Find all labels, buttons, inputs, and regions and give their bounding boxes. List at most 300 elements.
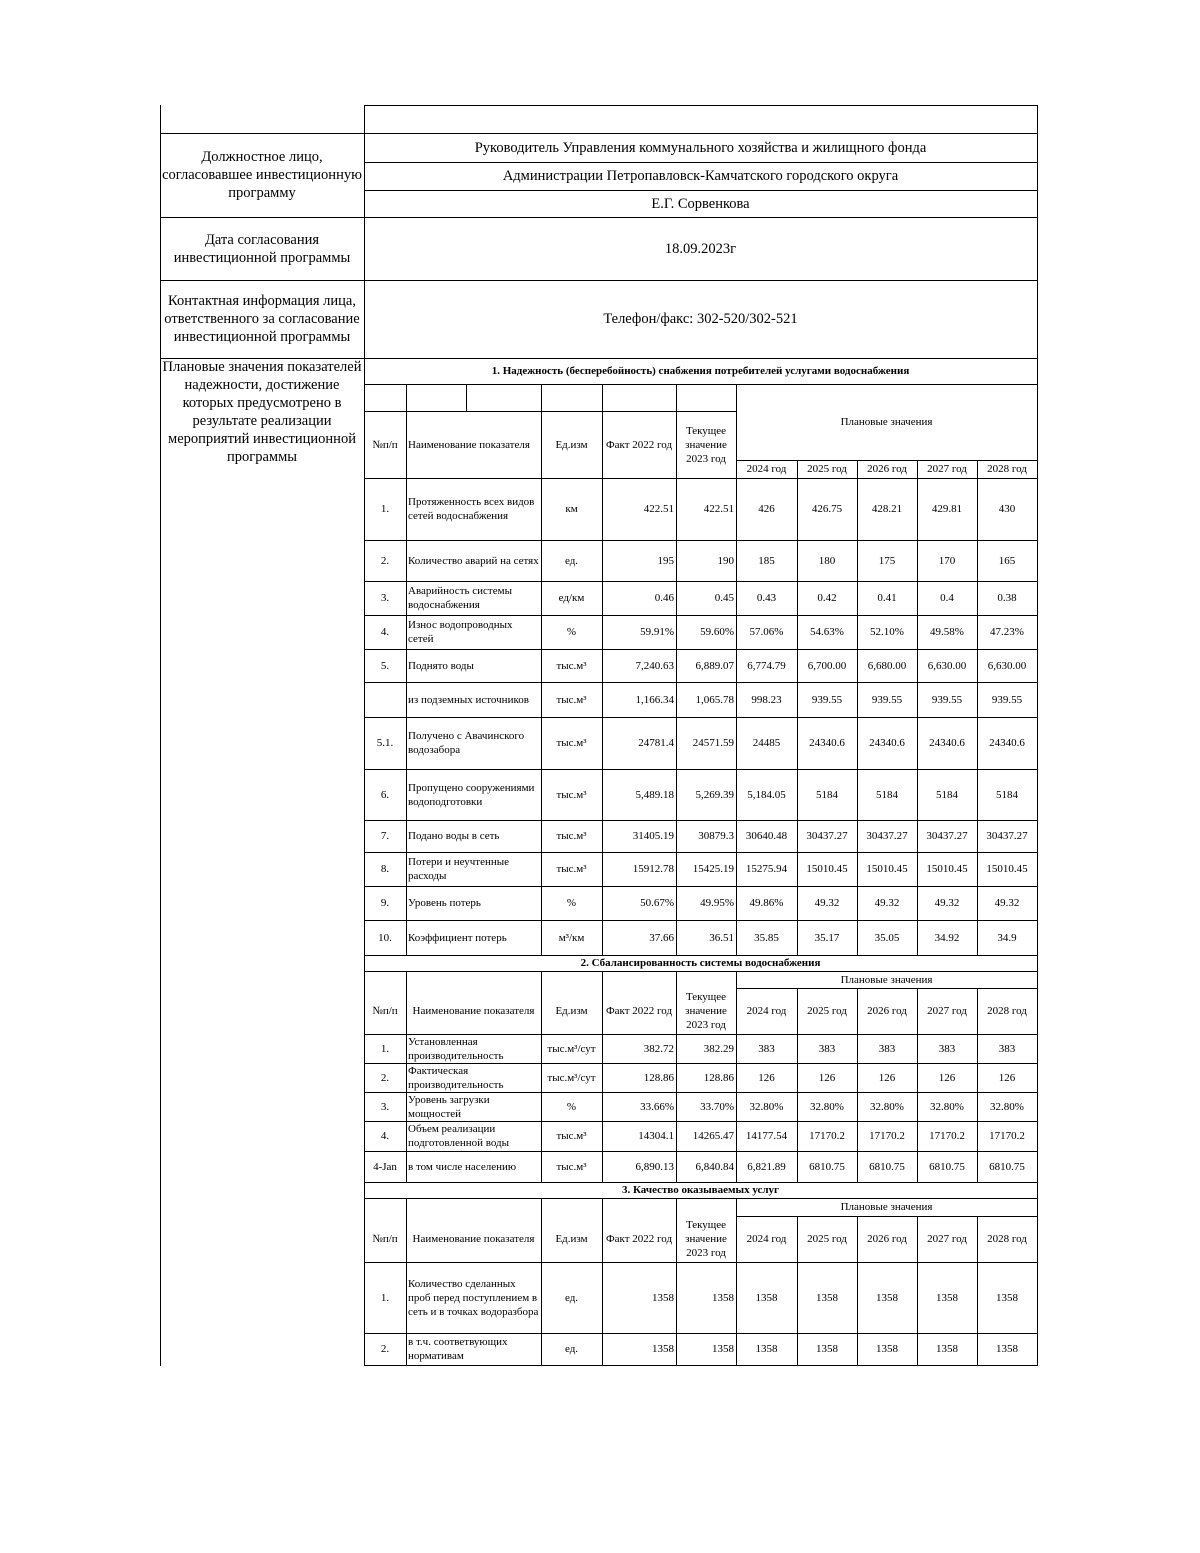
section2-row-0-col-7	[857, 1034, 917, 1063]
section1-row-7-col-8-text: 5184	[936, 788, 958, 801]
section2-row-3-col-1-text: Объем реализации подготовленной воды	[408, 1123, 510, 1149]
section1-row-10-col-6	[797, 886, 857, 920]
table-border-line	[1037, 105, 1038, 359]
section1-row-4-col-9-text: 6,630.00	[987, 659, 1027, 672]
section3-row-1-col-3	[602, 1333, 676, 1365]
section2-row-4-col-0-text: 4-Jan	[373, 1160, 397, 1173]
section1-row-5-col-3-text: 1,166.34	[635, 693, 674, 706]
header-fact-text: Факт 2022 год	[605, 1233, 673, 1245]
header-unit-text: Ед.изм	[555, 1005, 588, 1017]
section3-row-1-col-0	[364, 1333, 406, 1365]
header-fact-text: Факт 2022 год	[605, 1005, 673, 1017]
section1-row-9-col-8-text: 15010.45	[926, 863, 968, 875]
official-line-2	[364, 162, 1037, 190]
table-border-line	[1037, 955, 1038, 972]
section1-row-3-col-7-text: 52.10%	[870, 626, 904, 638]
planned-label-text: Плановые значения показателей надежности, достижение которых предусмотрено в результате реализации мероприятий инвестиционной программы	[162, 359, 362, 465]
section1-row-6-col-7-text: 24340.6	[869, 737, 905, 749]
header-num	[364, 988, 406, 1034]
header-year-2024-text: 2024 год	[746, 1233, 787, 1245]
table-border-line	[1037, 384, 1038, 956]
section1-row-0-col-5-text: 426	[758, 503, 775, 515]
section1-row-6-col-1	[406, 717, 541, 769]
section2-row-4-col-5-text: 6,821.89	[747, 1160, 786, 1173]
header-num	[364, 1216, 406, 1262]
section2-row-1-col-6-text: 126	[818, 1071, 836, 1084]
section1-row-11-col-5	[736, 920, 797, 955]
header-name-text: Наименование показателя	[408, 438, 530, 451]
header-current-text: Текущее значение 2023 год	[685, 424, 727, 465]
section1-row-11-col-6	[797, 920, 857, 955]
section2-row-4-col-6-text: 6810.75	[809, 1160, 845, 1173]
header-year-2026	[857, 1216, 917, 1262]
section1-row-9-col-1	[406, 852, 541, 886]
section1-row-6-col-9-text: 24340.6	[989, 737, 1025, 749]
section2-row-4-col-7	[857, 1151, 917, 1182]
header-year-2027-text: 2027 год	[927, 463, 967, 475]
section1-row-4-col-4-text: 6,889.07	[695, 659, 734, 672]
section1-row-1-col-8	[917, 540, 977, 581]
section1-row-8-col-6-text: 30437.27	[806, 830, 848, 842]
section2-row-1-col-9-text: 126	[998, 1071, 1016, 1084]
header-name	[406, 988, 541, 1034]
table-border-line	[1037, 1198, 1038, 1366]
section1-row-7-col-8	[917, 769, 977, 820]
section1-row-6-col-4-text: 24571.59	[692, 737, 734, 749]
section1-row-4-col-7	[857, 649, 917, 682]
section1-row-7-col-3-text: 5,489.18	[635, 788, 674, 801]
section1-row-1-col-7-text: 175	[878, 554, 896, 567]
section1-row-10-col-8	[917, 886, 977, 920]
section1-row-4-col-2	[541, 649, 602, 682]
section1-row-8-col-3-text: 31405.19	[632, 830, 674, 842]
header-year-2027-text: 2027 год	[927, 1005, 967, 1017]
section2-row-1-col-2	[541, 1063, 602, 1092]
section1-row-3-col-9	[977, 615, 1037, 649]
header-name	[406, 411, 541, 478]
section1-row-1-col-1-text: Количество аварий на сетях	[408, 554, 539, 567]
section1-row-11-col-1-text: Коэффициент потерь	[408, 931, 507, 944]
section1-row-3-col-4	[676, 615, 736, 649]
section1-row-2-col-3	[602, 581, 676, 615]
header-fact-text: Факт 2022 год	[605, 438, 673, 451]
header-planned	[736, 1198, 1037, 1216]
header-year-2025-text: 2025 год	[807, 463, 847, 475]
section1-row-7-col-7	[857, 769, 917, 820]
section3-row-1-col-4	[676, 1333, 736, 1365]
section1-row-11-col-3-text: 37.66	[649, 931, 674, 944]
section1-row-0-col-9	[977, 478, 1037, 540]
section1-row-10-col-1-text: Уровень потерь	[408, 897, 481, 909]
section1-row-1-col-5-text: 185	[758, 554, 775, 567]
section1-row-10-col-5	[736, 886, 797, 920]
section1-row-11-col-4	[676, 920, 736, 955]
header-year-2028-text: 2028 год	[987, 1233, 1027, 1245]
section2-row-3-col-9	[977, 1121, 1037, 1151]
section1-row-5-col-4-text: 1,065.78	[695, 693, 734, 706]
section1-row-7-col-2	[541, 769, 602, 820]
section3-title-text: 3. Качество оказываемых услуг	[621, 1184, 780, 1196]
section2-row-2-col-3-text: 33.66%	[640, 1100, 674, 1113]
section2-row-2-col-4	[676, 1092, 736, 1121]
section1-row-6-col-2	[541, 717, 602, 769]
header-planned-text: Плановые значения	[840, 973, 933, 986]
section1-row-1-col-5	[736, 540, 797, 581]
section3-row-1-col-9	[977, 1333, 1037, 1365]
contact-value	[364, 280, 1037, 358]
section2-row-2-col-4-text: 33.70%	[700, 1100, 734, 1113]
approval-date-text: 18.09.2023г	[664, 240, 737, 257]
section2-row-2-col-6-text: 32.80%	[810, 1100, 844, 1113]
section1-row-0-col-9-text: 430	[998, 503, 1016, 515]
contact-value-text: Телефон/факс: 302-520/302-521	[603, 311, 798, 327]
section1-row-7-col-5	[736, 769, 797, 820]
table-border-line	[364, 1365, 1038, 1366]
header-name-text: Наименование показателя	[412, 1005, 535, 1017]
section1-row-5-col-0	[364, 682, 406, 717]
section3-row-0-col-7	[857, 1262, 917, 1333]
section1-row-6-col-3-text: 24781.4	[638, 737, 674, 749]
section1-row-8-col-4	[676, 820, 736, 852]
header-current-text: Текущее значение 2023 год	[685, 1219, 727, 1259]
section1-row-11-col-0	[364, 920, 406, 955]
section2-row-4-col-1	[406, 1151, 541, 1182]
section3-row-1-col-4-text: 1358	[712, 1343, 734, 1355]
section1-row-7-col-1-text: Пропущено сооружениями водоподготовки	[408, 781, 535, 808]
section1-row-3-col-4-text: 59.60%	[700, 626, 734, 638]
section2-row-0-col-4-text: 382.29	[703, 1042, 734, 1055]
section1-row-6-col-6	[797, 717, 857, 769]
planned-label	[160, 358, 364, 480]
section1-row-0-col-2-text: км	[565, 503, 578, 515]
header-year-2027	[917, 1216, 977, 1262]
section1-row-11-col-3	[602, 920, 676, 955]
section1-row-3-col-8	[917, 615, 977, 649]
header-num-text: №п/п	[372, 438, 398, 451]
section1-row-8-col-2-text: тыс.м³	[556, 830, 587, 842]
section1-row-11-col-2	[541, 920, 602, 955]
section1-row-8-col-2	[541, 820, 602, 852]
header-planned	[736, 971, 1037, 988]
section1-row-11-col-4-text: 36.51	[709, 931, 734, 944]
header-unit	[541, 1216, 602, 1262]
section1-row-11-col-8-text: 34.92	[934, 931, 960, 944]
date-label-text: Дата согласования инвестиционной программы	[173, 232, 351, 266]
section2-row-2-col-1	[406, 1092, 541, 1121]
date-label	[160, 220, 364, 278]
header-fact	[602, 411, 676, 478]
section1-row-10-col-2	[541, 886, 602, 920]
section1-row-10-col-7-text: 49.32	[874, 897, 900, 909]
header-planned-text: Плановые значения	[840, 416, 933, 428]
section1-row-8-col-0-text: 7.	[380, 830, 390, 842]
header-name	[406, 1216, 541, 1262]
section1-row-7-col-5-text: 5,184.05	[747, 788, 786, 801]
section2-row-4-col-4-text: 6,840.84	[695, 1160, 734, 1173]
section1-row-7-col-6	[797, 769, 857, 820]
section2-row-4-col-9	[977, 1151, 1037, 1182]
section2-row-0-col-8-text: 383	[938, 1042, 956, 1055]
section1-row-10-col-7	[857, 886, 917, 920]
section1-row-4-col-1	[406, 649, 541, 682]
section1-row-0-col-0	[364, 478, 406, 540]
section2-row-0-col-9-text: 383	[998, 1042, 1016, 1055]
section3-row-0-col-4	[676, 1262, 736, 1333]
table-border-line	[1037, 358, 1038, 385]
section1-row-7-col-9	[977, 769, 1037, 820]
section1-row-7-col-3	[602, 769, 676, 820]
section3-row-1-col-1-text: в т.ч. соответвующих нормативам	[408, 1336, 508, 1362]
header-unit	[541, 411, 602, 478]
section1-row-9-col-3-text: 15912.78	[632, 863, 674, 875]
section1-row-5-col-8-text: 939.55	[931, 693, 963, 706]
section3-row-0-col-9-text: 1358	[996, 1291, 1018, 1304]
section1-row-3-col-2	[541, 615, 602, 649]
section2-row-1-col-4-text: 128.86	[703, 1071, 734, 1084]
section3-title	[364, 1182, 1037, 1198]
section1-row-7-col-7-text: 5184	[876, 788, 898, 801]
header-current	[676, 988, 736, 1034]
section1-row-7-col-0-text: 6.	[380, 788, 390, 801]
section2-row-3-col-5-text: 14177.54	[745, 1130, 788, 1142]
section1-row-8-col-7	[857, 820, 917, 852]
section1-row-4-col-8-text: 6,630.00	[927, 659, 967, 672]
section1-row-10-col-2-text: %	[566, 897, 577, 909]
section2-title	[364, 955, 1037, 971]
section1-row-9-col-8	[917, 852, 977, 886]
header-year-2026-text: 2026 год	[867, 1233, 907, 1245]
section1-row-3-col-3	[602, 615, 676, 649]
section2-title-text: 2. Сбалансированность системы водоснабжения	[580, 957, 821, 969]
section2-row-2-col-5-text: 32.80%	[749, 1100, 784, 1113]
section1-row-1-col-3	[602, 540, 676, 581]
section1-row-10-col-6-text: 49.32	[814, 897, 840, 909]
section1-row-10-col-0	[364, 886, 406, 920]
section1-row-3-col-6-text: 54.63%	[810, 626, 844, 638]
section3-row-0-col-8-text: 1358	[936, 1291, 958, 1304]
official-line-1	[364, 133, 1037, 162]
section1-row-3-col-0-text: 4.	[380, 626, 390, 638]
section1-row-1-col-0	[364, 540, 406, 581]
section1-row-8-col-1-text: Подано воды в сеть	[408, 830, 500, 842]
section2-row-4-col-3-text: 6,890.13	[635, 1160, 674, 1173]
section2-row-0-col-1-text: Установленная производительность	[408, 1035, 504, 1062]
section3-row-0-col-0-text: 1.	[380, 1291, 390, 1304]
section1-row-9-col-6-text: 15010.45	[806, 863, 848, 875]
section1-row-2-col-5-text: 0.43	[756, 592, 777, 604]
header-num-text: №п/п	[372, 1233, 398, 1245]
section1-row-3-col-5-text: 57.06%	[749, 626, 784, 638]
section3-row-0-col-2	[541, 1262, 602, 1333]
section2-row-4-col-8	[917, 1151, 977, 1182]
section1-row-5-col-7	[857, 682, 917, 717]
section1-row-11-col-6-text: 35.17	[814, 931, 840, 944]
section1-row-5-col-6-text: 939.55	[811, 693, 843, 706]
section1-row-11-col-0-text: 10.	[378, 931, 392, 944]
section1-row-9-col-3	[602, 852, 676, 886]
section1-row-4-col-2-text: тыс.м³	[556, 659, 587, 672]
header-year-2025	[797, 988, 857, 1034]
section2-row-3-col-2	[541, 1121, 602, 1151]
section1-row-1-col-6-text: 180	[818, 554, 836, 567]
section1-title	[364, 358, 1037, 384]
header-year-2025	[797, 460, 857, 478]
section1-row-8-col-9	[977, 820, 1037, 852]
section3-row-0-col-8	[917, 1262, 977, 1333]
section2-row-1-col-1-text: Фактическая производительность	[408, 1064, 504, 1091]
section1-row-6-col-0-text: 5.1.	[376, 737, 394, 749]
section2-row-1-col-5-text: 126	[758, 1071, 775, 1084]
section3-row-1-col-6	[797, 1333, 857, 1365]
section2-row-1-col-0-text: 2.	[380, 1071, 390, 1084]
section2-row-2-col-8	[917, 1092, 977, 1121]
section1-row-0-col-3-text: 422.51	[643, 503, 674, 515]
section1-row-3-col-7	[857, 615, 917, 649]
section2-row-3-col-0	[364, 1121, 406, 1151]
section1-row-1-col-2-text: ед.	[564, 554, 579, 567]
section1-row-0-col-0-text: 1.	[380, 503, 390, 515]
section1-row-4-col-8	[917, 649, 977, 682]
section1-row-1-col-3-text: 195	[657, 554, 674, 567]
section2-row-4-col-7-text: 6810.75	[869, 1160, 905, 1173]
section1-row-6-col-5-text: 24485	[752, 737, 781, 749]
section2-row-1-col-1	[406, 1063, 541, 1092]
section1-row-2-col-0	[364, 581, 406, 615]
section2-row-0-col-5-text: 383	[758, 1042, 775, 1055]
section1-row-2-col-5	[736, 581, 797, 615]
section1-row-4-col-0	[364, 649, 406, 682]
section1-row-2-col-7	[857, 581, 917, 615]
section2-row-1-col-0	[364, 1063, 406, 1092]
official-line-3	[364, 190, 1037, 217]
section1-row-9-col-2-text: тыс.м³	[556, 863, 587, 875]
section1-row-0-col-1	[406, 478, 541, 540]
section2-row-0-col-0	[364, 1034, 406, 1063]
header-year-2025-text: 2025 год	[807, 1005, 847, 1017]
section1-row-4-col-1-text: Поднято воды	[408, 659, 474, 672]
official-line-1-text: Руководитель Управления коммунального хозяйства и жилищного фонда	[474, 139, 927, 156]
section2-row-1-col-7	[857, 1063, 917, 1092]
section1-row-11-col-8	[917, 920, 977, 955]
section3-row-0-col-3-text: 1358	[652, 1291, 674, 1304]
section1-row-0-col-8	[917, 478, 977, 540]
section1-row-9-col-9-text: 15010.45	[986, 863, 1028, 875]
section1-title-text: 1. Надежность (бесперебойность) снабжения потребителей услугами водоснабжения	[491, 365, 910, 377]
section1-row-2-col-0-text: 3.	[380, 592, 390, 604]
header-unit	[541, 988, 602, 1034]
section1-row-6-col-3	[602, 717, 676, 769]
section1-row-6-col-4	[676, 717, 736, 769]
section3-row-0-col-6-text: 1358	[816, 1291, 838, 1304]
section1-row-9-col-1-text: Потери и неучтенные расходы	[408, 856, 510, 882]
section1-row-6-col-8	[917, 717, 977, 769]
section1-row-0-col-4-text: 422.51	[703, 503, 734, 515]
header-year-2024	[736, 460, 797, 478]
section1-row-3-col-8-text: 49.58%	[930, 626, 964, 638]
section1-row-3-col-0	[364, 615, 406, 649]
section1-row-4-col-4	[676, 649, 736, 682]
section1-row-4-col-9	[977, 649, 1037, 682]
header-fact	[602, 1216, 676, 1262]
section1-row-7-col-9-text: 5184	[996, 788, 1018, 801]
section2-row-0-col-2-text: тыс.м³/сут	[547, 1042, 596, 1055]
section1-row-8-col-3	[602, 820, 676, 852]
section1-row-8-col-9-text: 30437.27	[986, 830, 1028, 842]
section1-row-4-col-6-text: 6,700.00	[807, 659, 847, 672]
section3-row-1-col-3-text: 1358	[652, 1343, 674, 1355]
section2-row-3-col-7-text: 17170.2	[869, 1130, 905, 1142]
section3-row-0-col-7-text: 1358	[876, 1291, 898, 1304]
section2-row-4-col-2	[541, 1151, 602, 1182]
header-year-2026	[857, 460, 917, 478]
section2-row-0-col-5	[736, 1034, 797, 1063]
section2-row-3-col-8-text: 17170.2	[929, 1130, 965, 1142]
section1-row-0-col-1-text: Протяженность всех видов сетей водоснабжения	[408, 496, 535, 522]
section1-row-1-col-6	[797, 540, 857, 581]
section1-row-1-col-4-text: 190	[717, 554, 734, 567]
section1-row-7-col-4-text: 5,269.39	[695, 788, 734, 801]
section1-row-3-col-5	[736, 615, 797, 649]
section2-row-3-col-4-text: 14265.47	[692, 1130, 734, 1142]
header-current-text: Текущее значение 2023 год	[685, 991, 727, 1031]
section1-row-2-col-9	[977, 581, 1037, 615]
section1-row-2-col-1	[406, 581, 541, 615]
section1-row-5-col-5-text: 998.23	[751, 693, 782, 706]
section1-row-10-col-3-text: 50.67%	[640, 897, 674, 909]
section1-row-9-col-6	[797, 852, 857, 886]
section1-row-7-col-0	[364, 769, 406, 820]
section2-row-4-col-1-text: в том числе населению	[408, 1160, 517, 1173]
section1-row-7-col-2-text: тыс.м³	[556, 788, 587, 801]
section2-row-0-col-4	[676, 1034, 736, 1063]
section1-row-1-col-2	[541, 540, 602, 581]
section1-row-8-col-4-text: 30879.3	[698, 830, 734, 842]
section2-row-0-col-1	[406, 1034, 541, 1063]
section2-row-1-col-8-text: 126	[938, 1071, 956, 1084]
section1-row-2-col-6	[797, 581, 857, 615]
section2-row-0-col-3	[602, 1034, 676, 1063]
section3-row-0-col-4-text: 1358	[712, 1291, 734, 1304]
header-name-text: Наименование показателя	[412, 1233, 535, 1245]
section1-row-11-col-7	[857, 920, 917, 955]
section2-row-3-col-8	[917, 1121, 977, 1151]
section1-row-1-col-8-text: 170	[938, 554, 956, 567]
header-current	[676, 411, 736, 478]
section1-row-0-col-6	[797, 478, 857, 540]
section1-row-8-col-6	[797, 820, 857, 852]
header-year-2028	[977, 1216, 1037, 1262]
section1-row-7-col-1	[406, 769, 541, 820]
section2-row-1-col-2-text: тыс.м³/сут	[547, 1071, 596, 1084]
section1-row-9-col-0-text: 8.	[380, 863, 390, 875]
section1-row-8-col-8	[917, 820, 977, 852]
section1-row-9-col-5-text: 15275.94	[745, 863, 788, 875]
section2-row-4-col-3	[602, 1151, 676, 1182]
section1-row-3-col-1	[406, 615, 541, 649]
section2-row-3-col-9-text: 17170.2	[989, 1130, 1025, 1142]
section1-row-1-col-1	[406, 540, 541, 581]
section1-row-5-col-7-text: 939.55	[871, 693, 903, 706]
section2-row-2-col-0-text: 3.	[380, 1100, 390, 1113]
section1-row-7-col-4	[676, 769, 736, 820]
section2-row-0-col-7-text: 383	[878, 1042, 896, 1055]
section1-row-5-col-2-text: тыс.м³	[556, 693, 587, 706]
section1-row-2-col-1-text: Аварийность системы водоснабжения	[408, 585, 512, 611]
header-num	[364, 411, 406, 478]
section3-row-1-col-7-text: 1358	[876, 1343, 898, 1355]
section1-row-2-col-8	[917, 581, 977, 615]
section1-row-0-col-5	[736, 478, 797, 540]
